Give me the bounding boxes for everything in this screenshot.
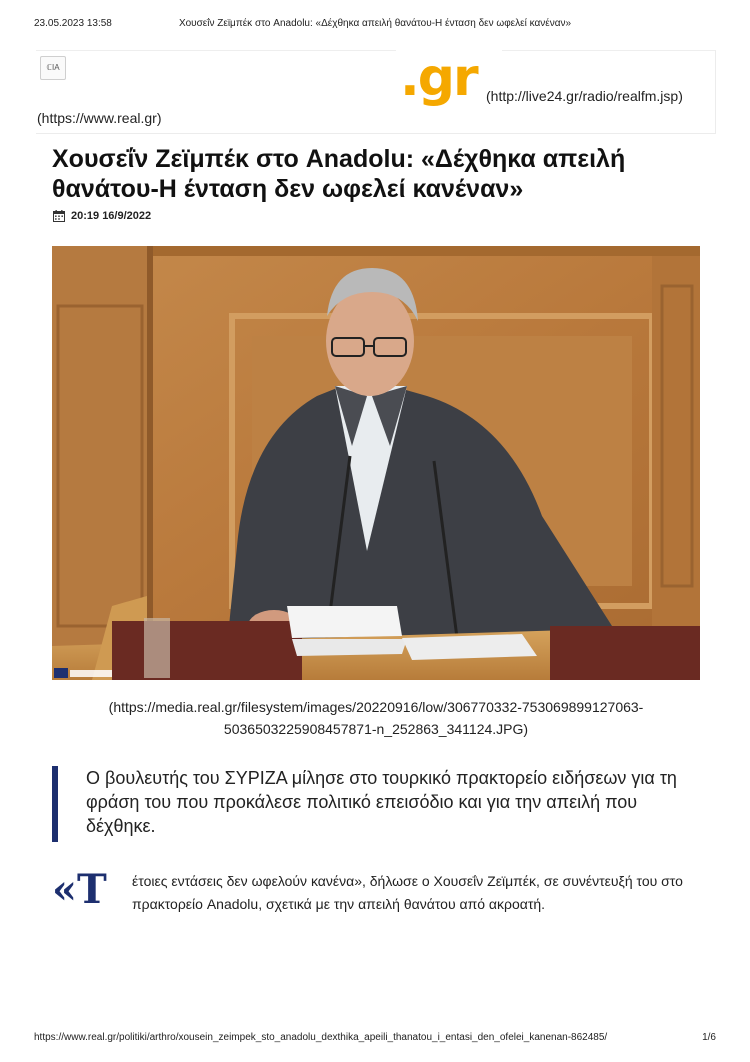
image-caption[interactable]: (https://media.real.gr/filesystem/images/20220916/low/306770332-753069899127063-5036503225908457871-n_252863_341124.JPG) (108, 699, 644, 737)
real-logo[interactable]: ℂΙΑ (40, 56, 66, 80)
real-home-link[interactable]: (https://www.real.gr) (37, 110, 162, 126)
live-radio-link[interactable]: (http://live24.gr/radio/realfm.jsp) (486, 88, 683, 104)
article-lede: Ο βουλευτής του ΣΥΡΙΖΑ μίλησε στο τουρκικό πρακτορείο ειδήσεων για τη φράση του που προκάλεσε πολιτικό επεισόδιο και για την απειλή που δέχθηκε. (52, 766, 702, 842)
print-page-number: 1/6 (702, 1032, 716, 1043)
gr-logo[interactable]: .gr (400, 48, 477, 108)
calendar-icon (53, 210, 65, 222)
print-footer (34, 1032, 716, 1046)
print-footer-url: https://www.real.gr/politiki/arthro/xousein_zeimpek_sto_anadolu_dexthika_apeili_thanatou_i_entasi_den_ofelei_kanenan-862485/ (34, 1032, 608, 1043)
print-date: 23.05.2023 13:58 (34, 18, 112, 29)
article-photo (52, 246, 700, 680)
article-dateline (53, 210, 151, 222)
print-header (34, 18, 716, 32)
article-body-paragraph: έτοιες εντάσεις δεν ωφελούν κανένα», δήλωσε ο Χουσεΐν Ζεϊμπέκ, σε συνέντευξή του στο πρακτορείο Anadolu, σχετικά με την απειλή θανάτου από ακροατή. (132, 873, 683, 912)
print-title: Χουσεΐν Ζεϊμπέκ στο Anadolu: «Δέχθηκα απειλή θανάτου-Η ένταση δεν ωφελεί κανέναν» (178, 18, 572, 29)
article-datetime: 20:19 16/9/2022 (71, 210, 152, 222)
speaker-photo-illustration (52, 246, 700, 680)
dropcap: «Τ (52, 866, 107, 913)
article-headline: Χουσεΐν Ζεϊμπέκ στο Anadolu: «Δέχθηκα απειλή θανάτου-Η ένταση δεν ωφελεί κανέναν» (52, 145, 626, 203)
